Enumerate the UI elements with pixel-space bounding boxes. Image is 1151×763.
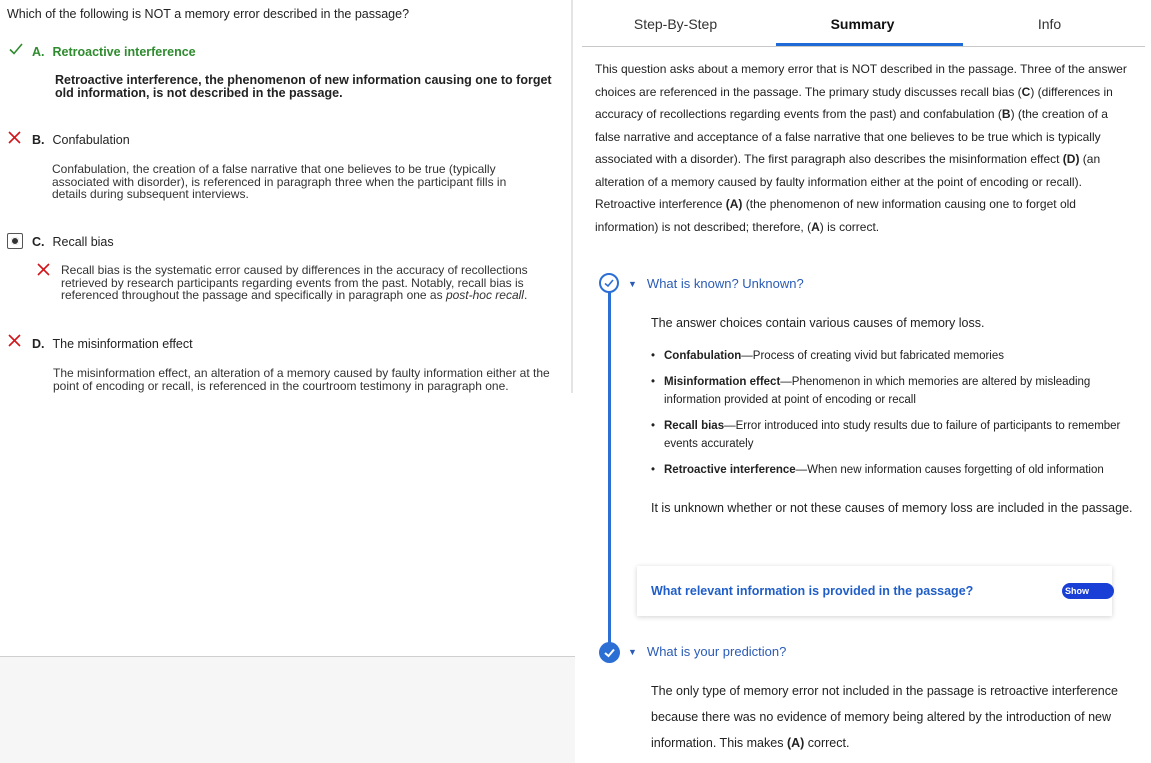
- term-def: —Error introduced into study results due to failure of participants to remember events accurately: [664, 420, 1121, 450]
- summary-part: (an alteration of a memory caused by faulty information either at the point of encoding or recall). Retroactive interference: [595, 152, 1101, 211]
- known-outro: It is unknown whether or not these causes of memory loss are included in the passage.: [651, 501, 1133, 515]
- section-known-toggle[interactable]: [628, 276, 804, 291]
- term: Retroactive interference: [664, 464, 796, 476]
- choice-letter: C.: [32, 235, 45, 249]
- choice-d-explanation: The misinformation effect, an alteration of a memory caused by faulty information either at the point of encoding or recall, is referenced in the courtroom testimony in paragraph one.: [53, 366, 550, 393]
- term: Confabulation: [664, 350, 742, 362]
- summary-part: ) is correct.: [819, 219, 880, 234]
- choice-letter: B.: [32, 133, 45, 147]
- section-heading: What is your prediction?: [646, 644, 787, 659]
- prediction-bold: (A): [786, 736, 805, 750]
- tab-info[interactable]: Info: [1037, 16, 1062, 32]
- step-check-icon: [599, 273, 619, 293]
- choice-c[interactable]: [32, 235, 114, 249]
- term: Misinformation effect: [664, 376, 781, 388]
- choice-letter: A.: [32, 45, 45, 59]
- summary-bold: C: [1021, 84, 1031, 99]
- caret-down-icon: ▼: [628, 646, 637, 657]
- choice-label: Recall bias: [52, 235, 114, 249]
- choice-label: The misinformation effect: [52, 337, 193, 351]
- choice-b-explanation: Confabulation, the creation of a false narrative that one believes to be true (typically associated with disorder), is referenced in paragraph three when the participant fills in details during subsequent interviews.: [52, 162, 507, 201]
- section-prediction-toggle[interactable]: [628, 644, 786, 659]
- choice-label: Confabulation: [52, 133, 130, 147]
- question-text: Which of the following is NOT a memory error described in the passage?: [7, 7, 410, 21]
- choice-c-explanation: [61, 264, 556, 302]
- x-icon: [37, 263, 50, 276]
- summary-part: (the phenomenon of new information causing one to forget old information) is not described; therefore, (: [595, 197, 1076, 234]
- question-panel: [0, 0, 575, 762]
- summary-part: ) (differences in accuracy of recollections regarding events from the past) and confabulation (: [595, 84, 1113, 121]
- check-icon: [9, 42, 23, 56]
- known-intro: The answer choices contain various causes of memory loss.: [651, 316, 985, 330]
- choice-c-explanation-italic: post-hoc recall: [445, 288, 524, 302]
- choice-c-explanation-main: Recall bias is the systematic error caused by differences in the accuracy of recollections retrieved by research participants regarding events from the past. Notably, recall bias is referenced throughout the passage and specifically in paragraph one as: [61, 263, 528, 302]
- summary-bold: A: [811, 219, 820, 234]
- list-item: [651, 461, 1146, 479]
- left-footer-area: [0, 656, 575, 763]
- tab-bar: [582, 0, 1145, 47]
- section-heading: What is known? Unknown?: [646, 276, 804, 291]
- show-button[interactable]: Show: [1062, 583, 1114, 599]
- summary-text: [595, 58, 1135, 238]
- term-def: —Phenomenon in which memories are altered by misleading information provided at point of encoding or recall: [664, 376, 1091, 406]
- choice-label: Retroactive interference: [52, 45, 196, 59]
- passage-info-card: [637, 566, 1112, 616]
- choice-letter: D.: [32, 337, 45, 351]
- list-item: [651, 417, 1146, 453]
- step-timeline: [608, 286, 611, 654]
- prediction-part: correct.: [804, 736, 850, 750]
- step-check-icon: [599, 642, 620, 663]
- caret-down-icon: ▼: [628, 278, 637, 289]
- summary-bold: (D): [1062, 152, 1080, 166]
- choice-a[interactable]: [32, 45, 196, 59]
- summary-bold: (A): [725, 197, 743, 211]
- choice-a-explanation: Retroactive interference, the phenomenon of new information causing one to forget old information, is not described in the passage.: [55, 73, 552, 100]
- card-question: What relevant information is provided in the passage?: [651, 584, 974, 598]
- summary-part: This question asks about a memory error that is NOT described in the passage. Three of the answer choices are referenced in the passage. The primary study discusses recall bias (: [595, 62, 1127, 99]
- tab-summary[interactable]: Summary: [830, 16, 895, 32]
- summary-part: ) (the creation of a false narrative and acceptance of a false narrative that one believes to be true which is typically associated with a disorder). The first paragraph also describes the misinformation effect: [595, 107, 1108, 166]
- explanation-panel: [575, 0, 1151, 762]
- choice-c-explanation-end: .: [523, 288, 528, 302]
- active-tab-indicator: [776, 43, 963, 46]
- choice-b[interactable]: [32, 133, 130, 147]
- list-item: [651, 347, 1146, 365]
- term-list: [651, 347, 1146, 479]
- choice-d[interactable]: [32, 337, 193, 351]
- list-item: [651, 373, 1146, 409]
- tab-step-by-step[interactable]: Step-By-Step: [633, 16, 718, 32]
- term-def: —Process of creating vivid but fabricated memories: [741, 350, 1004, 362]
- choice-c-radio-selected[interactable]: [7, 233, 23, 249]
- prediction-part: The only type of memory error not included in the passage is retroactive interference because there was no evidence of memory being altered by the introduction of new information. This makes: [651, 684, 1118, 750]
- summary-bold: B: [1001, 107, 1011, 121]
- x-icon: [8, 334, 21, 347]
- panel-divider: [571, 0, 573, 393]
- term: Recall bias: [664, 420, 725, 432]
- prediction-text: [651, 678, 1146, 756]
- x-icon: [8, 131, 21, 144]
- term-def: —When new information causes forgetting of old information: [795, 464, 1104, 476]
